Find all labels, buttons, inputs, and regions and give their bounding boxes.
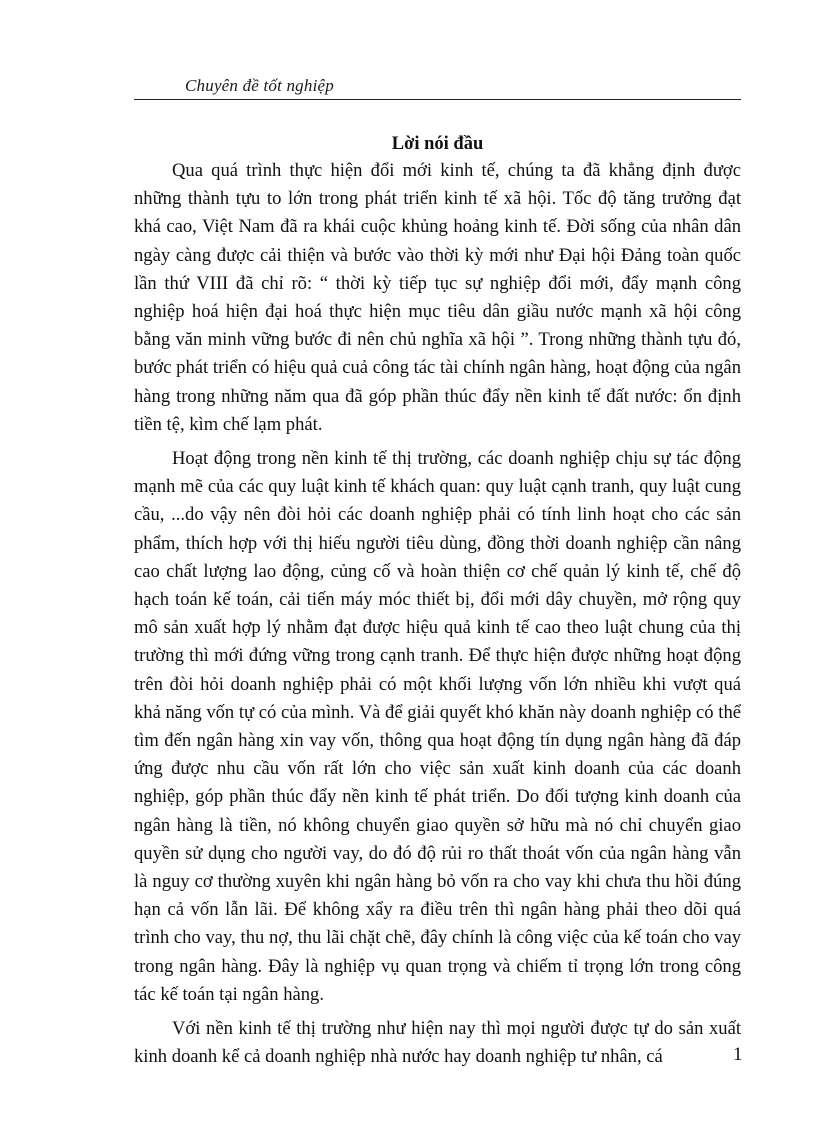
page-header-title: Chuyên đề tốt nghiệp xyxy=(185,76,334,95)
paragraph-1: Qua quá trình thực hiện đổi mới kinh tế, chúng ta đã khẳng định được những thành tựu to lớn trong phát triển kinh tế xã hội. Tốc độ tăng trưởng đạt khá cao, Việt Nam đã ra khái cuộc khủng hoảng kinh tế. Đời sống của nhân dân ngày càng được cải thiện và bước vào thời kỳ mới như Đại hội Đảng toàn quốc lần thứ VIII đã chỉ rõ: “ thời kỳ tiếp tục sự nghiệp đổi mới, đẩy mạnh công nghiệp hoá hiện đại hoá thực hiện mục tiêu dân giầu nước mạnh xã hội công bằng văn minh vững bước đi nên chủ nghĩa xã hội ”. Trong những thành tựu đó, bước phát triển có hiệu quả cuả công tác tài chính ngân hàng, hoạt động của ngân hàng trong những năm qua đã góp phần thúc đẩy nền kinh tế đất nước: ổn định tiền tệ, kìm chế lạm phát. xyxy=(134,160,741,435)
document-title: Lời nói đầu xyxy=(391,134,484,154)
page-number: 1 xyxy=(733,1044,743,1065)
paragraph-3: Với nền kinh tế thị trường như hiện nay thì mọi người được tự do sản xuất kinh doanh kể cả doanh nghiệp nhà nước hay doanh nghiệp tư nhân, cá xyxy=(134,1018,741,1068)
document-body xyxy=(134,157,741,1072)
header-divider xyxy=(134,99,741,100)
paragraph-2: Hoạt động trong nền kinh tế thị trường, các doanh nghiệp chịu sự tác động mạnh mẽ của các quy luật kinh tế khách quan: quy luật cạnh tranh, quy luật cung cầu, ...do vậy nên đòi hỏi các doanh nghiệp phải có tính linh hoạt cho các sản phẩm, thích hợp với thị hiếu người tiêu dùng, đồng thời doanh nghiệp cần nâng cao chất lượng lao động, củng cố và hoàn thiện cơ chế quản lý kinh tế, chế độ hạch toán kế toán, cải tiến máy móc thiết bị, đổi mới dây chuyền, mở rộng quy mô sản xuất hợp lý nhằm đạt được hiệu quả kinh tế cao theo luật chung của thị trường thì mới đứng vững trong cạnh tranh. Để thực hiện được những hoạt động trên đòi hỏi doanh nghiệp phải có một khối lượng vốn lớn nhiều khi vượt quá khả năng vốn tự có của mình. Và để giải quyết khó khăn này doanh nghiệp có thể tìm đến ngân hàng xin vay vốn, thông qua hoạt động tín dụng ngân hàng đã đáp ứng được nhu cầu vốn rất lớn cho việc sản xuất kinh doanh của các doanh nghiệp, góp phần thúc đẩy nền kinh tế phát triển. Do đối tượng kinh doanh của ngân hàng là tiền, nó không chuyển giao quyền sở hữu mà nó chỉ chuyển giao quyền sử dụng cho người vay, do đó độ rủi ro thất thoát vốn của ngân hàng vẫn là nguy cơ thường xuyên khi ngân hàng bỏ vốn ra cho vay khi chưa thu hồi đúng hạn cả vốn lẫn lãi. Để không xẩy ra điều trên thì ngân hàng phải theo dõi quá trình cho vay, thu nợ, thu lãi chặt chẽ, đây chính là công việc của kế toán cho vay trong ngân hàng. Đây là nghiệp vụ quan trọng và chiếm tỉ trọng lớn trong công tác kế toán tại ngân hàng. xyxy=(134,448,741,1005)
